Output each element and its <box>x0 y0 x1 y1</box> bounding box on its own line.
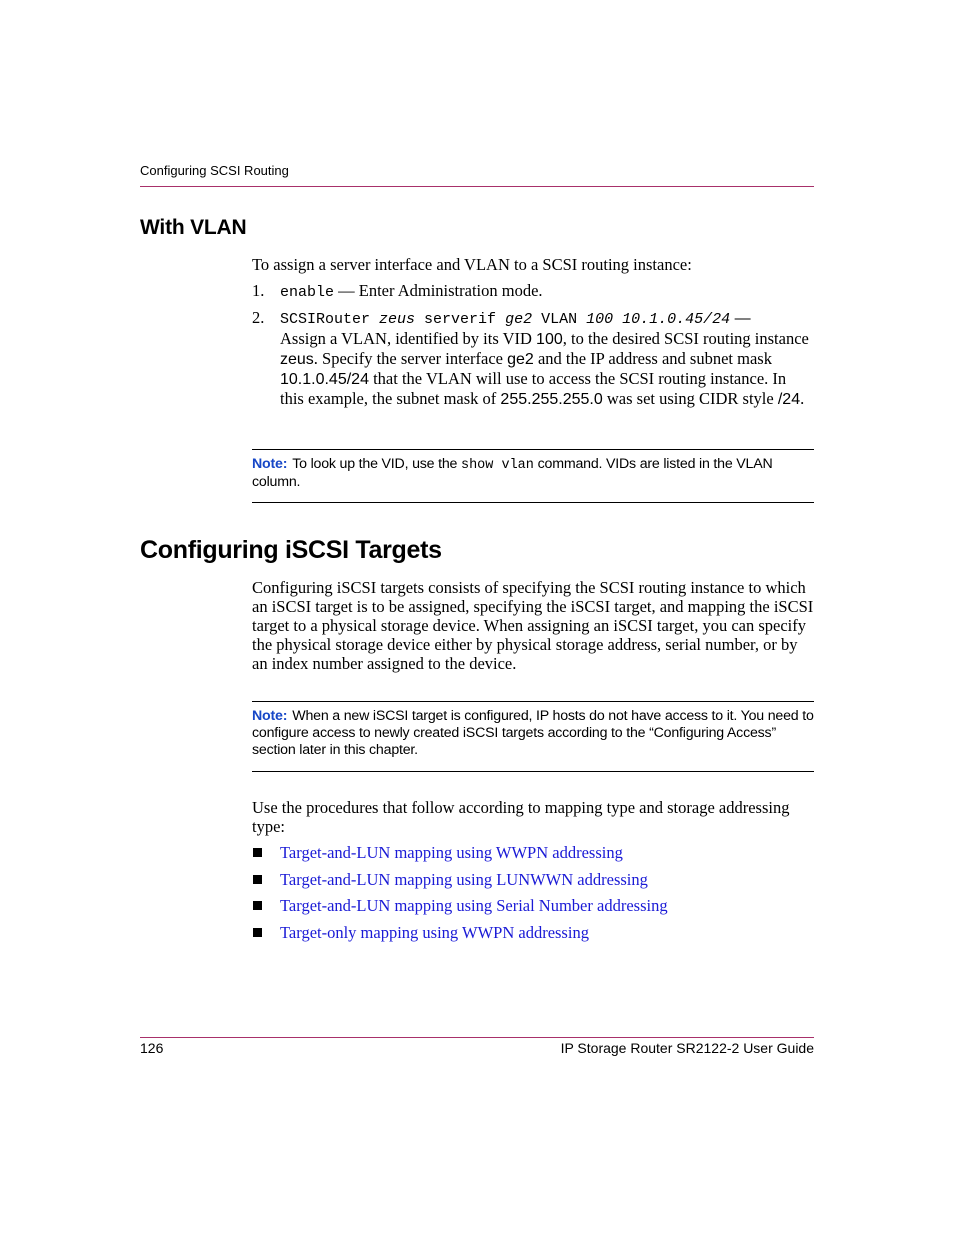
step-text-part: , to the desired SCSI routing instance <box>562 329 809 348</box>
command-part: SCSIRouter <box>280 311 380 328</box>
step-text-part: . Specify the server interface <box>313 349 508 368</box>
em-dash: — <box>730 310 751 327</box>
keyword: /24 <box>777 391 801 408</box>
step-number: 1. <box>252 281 265 300</box>
note-label: Note: <box>252 456 288 472</box>
procedure-link-list <box>252 843 814 949</box>
bullet-square-icon <box>253 848 262 857</box>
list-item <box>252 843 814 870</box>
command-part: VLAN <box>532 311 587 328</box>
header-rule <box>140 186 814 187</box>
note-text-part: command. VIDs are listed in the VLAN column. <box>252 456 773 490</box>
keyword: 100 <box>536 331 563 348</box>
link-target-lun-wwpn[interactable]: Target-and-LUN mapping using WWPN addressing <box>280 843 623 862</box>
link-target-only-wwpn[interactable]: Target-only mapping using WWPN addressing <box>280 922 589 942</box>
running-header: Configuring SCSI Routing <box>140 163 289 178</box>
section-heading-configuring-iscsi-targets: Configuring iSCSI Targets <box>140 536 442 564</box>
bullet-square-icon <box>253 875 262 884</box>
step-number: 2. <box>252 308 265 327</box>
keyword: 10.1.0.45/24 <box>280 371 369 388</box>
command-part: serverif <box>415 311 506 328</box>
command-show-vlan: show vlan <box>460 458 534 473</box>
procedures-intro: Use the procedures that follow according to mapping type and storage addressing type: <box>252 798 790 836</box>
targets-paragraph: Configuring iSCSI targets consists of specifying the SCSI routing instance to which an iSCSI target is to be assigned, specifying the iSCSI target, and mapping the iSCSI target to a physical storage device. When assigning an iSCSI target, you can specify the physical storage device either by physical storage address, serial number, or by an index number assigned to the device. <box>252 578 814 673</box>
list-item <box>252 870 814 897</box>
keyword: 255.255.255.0 <box>500 391 603 408</box>
note-text <box>252 456 814 491</box>
step-text-part: . <box>800 389 805 408</box>
page-number: 126 <box>140 1040 164 1056</box>
bullet-square-icon <box>253 928 262 937</box>
step-text-part: Assign a VLAN, identified by its VID <box>280 329 537 348</box>
note-text-part: To look up the VID, use the <box>292 456 461 472</box>
command-arg: ge2 <box>505 311 533 328</box>
step-text-part: that the VLAN will use to access the SCSI routing instance. In this example, the subnet mask of <box>280 369 787 408</box>
vlan-intro-paragraph: To assign a server interface and VLAN to a SCSI routing instance: <box>252 255 692 274</box>
note-label: Note: <box>252 708 288 724</box>
footer-guide-title: IP Storage Router SR2122-2 User Guide <box>560 1040 814 1056</box>
link-target-lun-serial[interactable]: Target-and-LUN mapping using Serial Number addressing <box>280 896 668 915</box>
list-item <box>252 923 814 950</box>
keyword: zeus <box>280 351 314 368</box>
note-text-part: When a new iSCSI target is configured, IP hosts do not have access to it. You need to configure access to newly created iSCSI targets according to the “Configuring Access” section later in this chapter. <box>252 708 814 758</box>
step-text-part: was set using CIDR style <box>602 389 778 408</box>
bullet-square-icon <box>253 901 262 910</box>
command-arg: zeus <box>379 311 416 328</box>
step-description: — Enter Administration mode. <box>334 281 543 300</box>
step-text <box>280 308 814 409</box>
link-target-lun-lunwwn[interactable]: Target-and-LUN mapping using LUNWWN addressing <box>280 869 648 889</box>
note-box-access <box>252 701 814 772</box>
footer-rule <box>140 1037 814 1038</box>
list-item <box>252 896 814 923</box>
command-arg: 100 10.1.0.45/24 <box>586 311 731 328</box>
note-box-vid <box>252 449 814 503</box>
step-text-part: and the IP address and subnet mask <box>533 349 772 368</box>
note-text <box>252 708 814 759</box>
keyword: ge2 <box>507 351 534 368</box>
section-heading-with-vlan: With VLAN <box>140 216 247 239</box>
step-text <box>280 281 814 302</box>
command-enable: enable <box>280 284 335 301</box>
